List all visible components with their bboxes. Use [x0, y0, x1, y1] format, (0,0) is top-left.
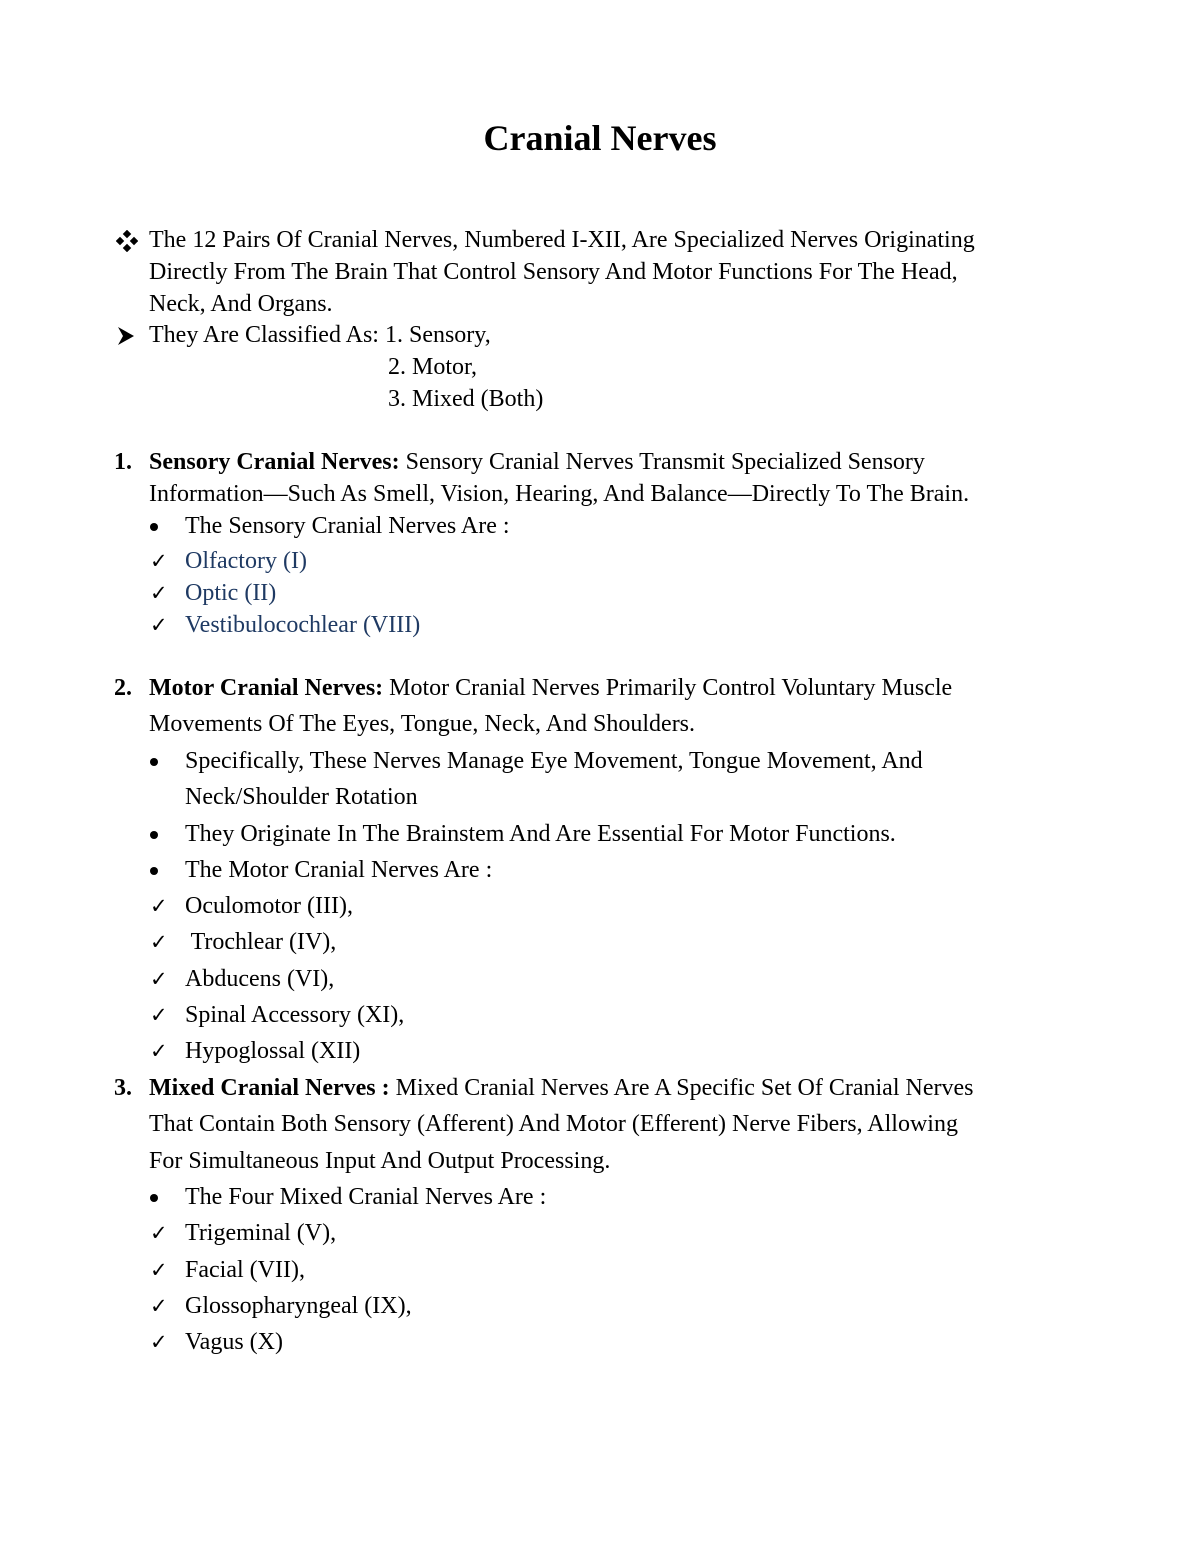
- checkmark-icon: ✓: [150, 930, 168, 954]
- page-title: Cranial Nerves: [483, 118, 717, 158]
- dot-bullet-icon: [150, 854, 158, 886]
- section-3-line-3: For Simultaneous Input And Output Processing.: [149, 1148, 611, 1174]
- section-2-nerve-3: Abducens (VI),: [185, 966, 335, 992]
- section-1-line-1: [149, 446, 1149, 478]
- section-3-nerve-2: Facial (VII),: [185, 1257, 305, 1283]
- section-1-number: 1.: [114, 449, 132, 475]
- section-3-nerve-3: Glossopharyngeal (IX),: [185, 1293, 412, 1319]
- section-2-line-1: [149, 672, 1149, 704]
- dot-bullet-icon: [150, 510, 158, 542]
- section-3-line-1: [149, 1072, 1149, 1104]
- checkmark-icon: ✓: [150, 1294, 168, 1318]
- section-3-number: 3.: [114, 1075, 132, 1101]
- section-2-nerve-5: Hypoglossal (XII): [185, 1038, 361, 1064]
- diamond-bullet-icon: [116, 224, 138, 256]
- dot-bullet-icon: [150, 818, 158, 850]
- classification-item-mixed: 3. Mixed (Both): [388, 386, 544, 412]
- section-1-bullet-1: The Sensory Cranial Nerves Are :: [185, 513, 510, 539]
- section-2-line-2: Movements Of The Eyes, Tongue, Neck, And Shoulders.: [149, 711, 696, 737]
- section-1-nerve-2: Optic (II): [185, 580, 277, 606]
- checkmark-icon: ✓: [150, 581, 168, 605]
- checkmark-icon: ✓: [150, 894, 168, 918]
- checkmark-icon: ✓: [150, 1221, 168, 1245]
- section-1-heading: Sensory Cranial Nerves:: [149, 449, 400, 475]
- section-2-bullet-1: Specifically, These Nerves Manage Eye Movement, Tongue Movement, And: [185, 748, 923, 774]
- section-3-nerve-4: Vagus (X): [185, 1329, 283, 1355]
- section-3-bullet-1: The Four Mixed Cranial Nerves Are :: [185, 1184, 547, 1210]
- checkmark-icon: ✓: [150, 1330, 168, 1354]
- checkmark-icon: ✓: [150, 549, 168, 573]
- section-2-bullet-3: The Motor Cranial Nerves Are :: [185, 857, 493, 883]
- section-3-text-1: Mixed Cranial Nerves Are A Specific Set Of Cranial Nerves: [389, 1075, 974, 1101]
- checkmark-icon: ✓: [150, 967, 168, 991]
- section-3-heading: Mixed Cranial Nerves :: [149, 1075, 390, 1101]
- intro-line-2: Directly From The Brain That Control Sensory And Motor Functions For The Head,: [149, 259, 958, 285]
- section-2-nerve-2: Trochlear (IV),: [185, 929, 337, 955]
- section-1-nerve-1: Olfactory (I): [185, 548, 307, 574]
- classification-lead: They Are Classified As: 1. Sensory,: [149, 322, 491, 348]
- classification-item-motor: 2. Motor,: [388, 354, 478, 380]
- section-2-text-1: Motor Cranial Nerves Primarily Control Voluntary Muscle: [383, 675, 953, 701]
- intro-line-1: The 12 Pairs Of Cranial Nerves, Numbered I-XII, Are Specialized Nerves Originating: [149, 227, 975, 253]
- section-1-nerve-3: Vestibulocochlear (VIII): [185, 612, 421, 638]
- checkmark-icon: ✓: [150, 1003, 168, 1027]
- dot-bullet-icon: [150, 1181, 158, 1213]
- section-2-heading: Motor Cranial Nerves:: [149, 675, 384, 701]
- section-2-bullet-1-cont: Neck/Shoulder Rotation: [185, 784, 418, 810]
- section-2-nerve-4: Spinal Accessory (XI),: [185, 1002, 405, 1028]
- intro-line-3: Neck, And Organs.: [149, 291, 333, 317]
- dot-bullet-icon: [150, 745, 158, 777]
- arrow-bullet-icon: [116, 319, 136, 351]
- section-1-text-1: Sensory Cranial Nerves Transmit Specialized Sensory: [399, 449, 925, 475]
- section-1-line-2: Information—Such As Smell, Vision, Hearing, And Balance—Directly To The Brain.: [149, 481, 970, 507]
- section-2-nerve-1: Oculomotor (III),: [185, 893, 353, 919]
- section-2-bullet-2: They Originate In The Brainstem And Are Essential For Motor Functions.: [185, 821, 896, 847]
- checkmark-icon: ✓: [150, 1258, 168, 1282]
- section-3-nerve-1: Trigeminal (V),: [185, 1220, 337, 1246]
- section-2-number: 2.: [114, 675, 132, 701]
- checkmark-icon: ✓: [150, 1039, 168, 1063]
- section-3-line-2: That Contain Both Sensory (Afferent) And Motor (Efferent) Nerve Fibers, Allowing: [149, 1111, 958, 1137]
- checkmark-icon: ✓: [150, 613, 168, 637]
